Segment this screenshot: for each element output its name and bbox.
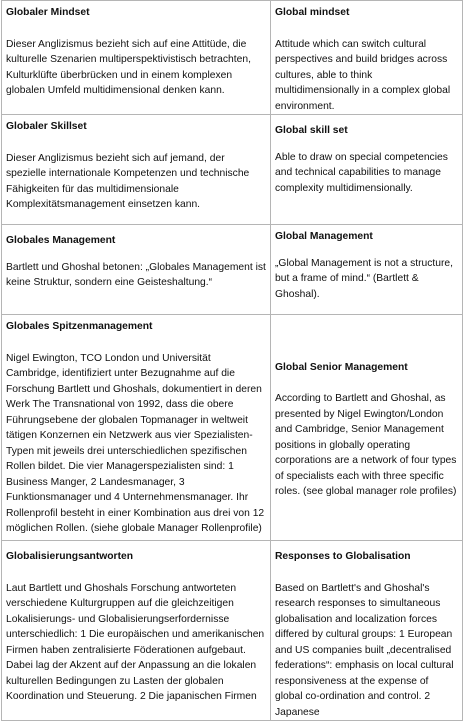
english-cell [271,115,463,225]
german-definition: Laut Bartlett und Ghoshals Forschung antworteten verschiedene Kulturgruppen auf die gleichzeitigen Lokalisierungs- und Globalisierungserfordernisse unterschiedlich: 1 Die europäischen und amerikanischen Firmen haben zentralisierte Föderationen aufgebaut. Dabei lag der Akzent auf der Anpassung an die lokalen kulturellen Bedingungen zu Lasten der globalen Koordination und Steuerung. 2 Die japanischen Firmen [6,582,265,702]
german-term: Globalisierungsantworten [6,551,134,562]
german-term: Globaler Mindset [6,7,90,18]
english-term: Responses to Globalisation [275,551,411,562]
german-term: Globales Management [6,235,116,246]
glossary-table [1,0,463,721]
german-definition: Nigel Ewington, TCO London und Universität Cambridge, identifiziert unter Bezugnahme auf die Forschung Bartlett und Ghoshals, dokumentiert in deren Werk The Transnational von 1992, dass die obere Führungsebene der globalen Topmanager in weltweit tätigen Konzernen ein Netzwerk aus vier Spezialisten-Typen mit jeweils drei unterschiedlichen spezifischen Rollen bildet. Die vier Managerspezialisten sind: 1 Business Manger, 2 Landesmanager, 3 Funktionsmanager und 4 Unternehmensmanager. Ihr Rollenprofil besteht in einer Kombination aus drei von 12 möglichen Rollen. (siehe globale Manager Rollenprofile) [6,352,265,534]
german-cell [2,315,271,541]
english-definition: „Global Management is not a structure, but a frame of mind.“ (Bartlett & Ghoshal). [275,257,453,300]
english-term: Global Senior Management [275,361,408,373]
english-definition: Attitude which can switch cultural perspectives and build bridges across cultures, able to think multidimensionally in a complex global environment. [275,38,451,112]
english-cell [271,225,463,315]
german-term: Globales Spitzenmanagement [6,321,153,332]
german-definition: Bartlett und Ghoshal betonen: „Globales Management ist keine Struktur, sondern eine Geisteshaltung.“ [6,261,266,288]
table-row [2,541,463,721]
english-cell [271,1,463,115]
german-cell [2,541,271,721]
english-term: Global mindset [275,7,350,18]
table-row [2,225,463,315]
english-definition: According to Bartlett and Ghoshal, as presented by Nigel Ewington/London and Cambridge, Senior Management positions in globally operating corporations are a network of four types of specialists each with three specific roles. (see global manager role profiles) [275,393,457,497]
german-definition: Dieser Anglizismus bezieht sich auf eine Attitüde, die kulturelle Szenarien multiperspektivistisch betrachten, Kulturklüfte überbrücken und in einem komplexen globalen Umfeld multidimensional denken kann. [6,38,251,96]
english-definition: Based on Bartlett's and Ghoshal's research responses to simultaneous globalisation and localization forces differed by cultural groups: 1 European and US companies built „decentralised federations“: emphasis on local cultural responsiveness at the expense of global co-ordination and control. 2 Japanese [275,582,454,718]
english-definition: Able to draw on special competencies and technical capabilities to manage complexity multidimensionally. [275,151,448,194]
english-term: Global Management [275,231,373,242]
german-definition: Dieser Anglizismus bezieht sich auf jemand, der spezielle internationale Kompetenzen und technische Fähigkeiten für das multidimensionale Komplexitätsmanagement einsetzen kann. [6,152,250,210]
english-cell [271,541,463,721]
german-cell [2,225,271,315]
table-row [2,1,463,115]
english-cell [271,315,463,541]
german-term: Globaler Skillset [6,121,87,132]
german-cell [2,1,271,115]
german-cell [2,115,271,225]
table-row [2,315,463,541]
english-term: Global skill set [275,125,348,136]
table-row [2,115,463,225]
